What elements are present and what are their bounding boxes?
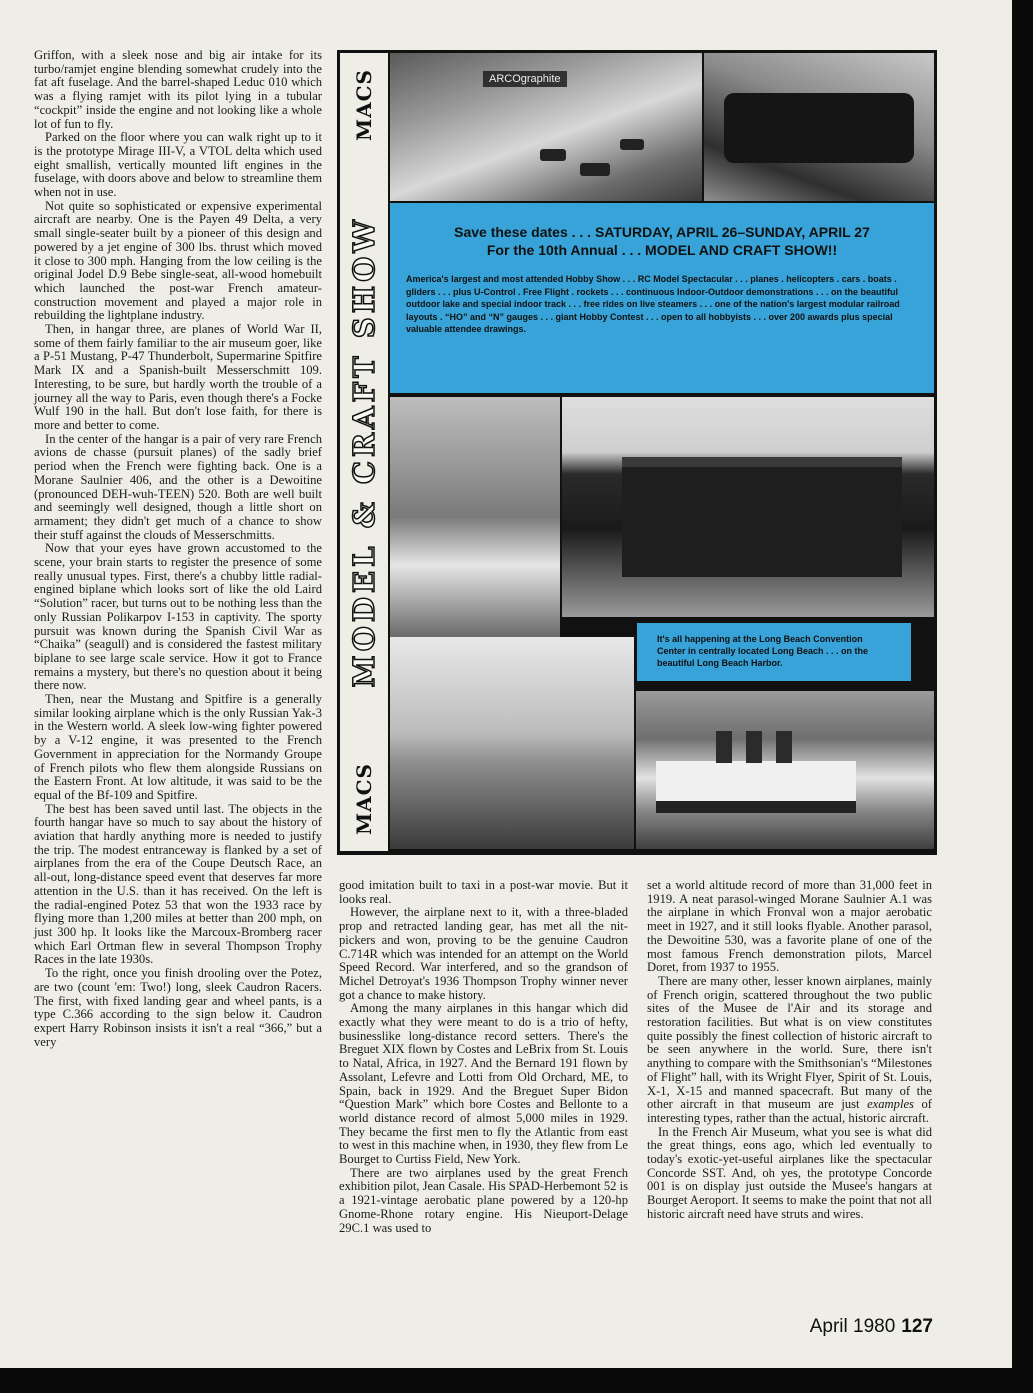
paragraph: good imitation built to taxi in a post-war movie. But it looks real. xyxy=(339,878,628,906)
paragraph: There are many other, lesser known airplanes, mainly of French origin, scattered throughout the two public sites of the Musee de l'Air and its storage and restoration facilities. But what is on view constitutes quite possibly the finest collection of historic aircraft to be seen anywhere in the world. Sure, there isn't anything to compare with the Smithsonian's “Milestones of Flight” hall, with its Wright Flyer, Spirit of St. Louis, X-1, X-15 and manned spacecraft. But many of the other aircraft in that museum are just examples of interesting types, rather than the actual, historic aircraft. xyxy=(647,973,932,1125)
show-info-box xyxy=(390,203,934,393)
paragraph: In the center of the hangar is a pair of very rare French avions de chasse (pursuit planes) of the sadly brief period when the French were fighting back. One is a Morane Saulnier 406, and the other is a Dewoitine (pronounced DEH-wuh-TEEN) 520. Both are well built and seemingly well designed, though a little short on armament; they didn't get much of a chance to show their stuff against the clouds of Messerschmitts. xyxy=(34,431,322,542)
race-car-icon xyxy=(540,149,566,161)
convention-center-photo xyxy=(562,397,934,617)
paragraph: However, the airplane next to it, with a three-bladed prop and retracted landing gear, has met all the nit-pickers and won, proving to be the genuine Caudron C.714R which was intended for an attempt on the World Speed Record. War interfered, and so the grandson of Michel Detroyat's 1936 Thompson Trophy winner never got a chance to make history. xyxy=(339,905,628,1002)
race-car-icon xyxy=(620,139,644,150)
paragraph: Griffon, with a sleek nose and big air intake for its turbo/ramjet engine blending somewhat crudely into the fat aft fuselage. And the barrel-shaped Leduc 010 which was a flying ramjet with its pilot lying in a tubular “cockpit” inside the engine and not looking like a whole lot of fun to fly. xyxy=(34,48,322,131)
paragraph: Among the many airplanes in this hangar which did exactly what they were meant to do is a trio of hefty, businesslike long-distance record setters. There's the Breguet XIX flown by Costes and LeBrix from St. Louis to Natal, Africa, in 1927. And the Bernard 191 flown by Assolant, Lefevre and Lotti from Old Orchard, ME, to Spain, back in 1929. And the Breguet Super Bidon “Question Mark” which bore Costes and Bellonte to a world distance record of almost 5,000 miles in 1929. They became the first men to fly the Atlantic from east to west in this machine when, in 1930, they flew from Le Bourget to Curtiss Field, New York. xyxy=(339,1001,628,1167)
vertical-banner xyxy=(340,53,388,851)
queen-mary-ship-photo xyxy=(636,691,934,849)
scan-edge-bottom xyxy=(0,1368,1033,1393)
paragraph: Not quite so sophisticated or expensive experimental aircraft are nearby. One is the Payen 49 Delta, a very small single-seater built by a pioneer of this design and powered by a jet engine of 300 lbs. thrust which moved it close to 300 mph. Hanging from the low ceiling is the original Jodel D.9 Bebe single-seat, all-wood homebuilt which launched the post-war French amateur-construction movement and played a major role in rebuilding the lightplane industry. xyxy=(34,198,322,323)
brand-top: MACS xyxy=(352,69,376,142)
brand-bottom: MACS xyxy=(352,762,376,835)
article-column-left xyxy=(34,49,322,1049)
palm-skyline-photo xyxy=(390,637,634,849)
page-footer xyxy=(810,1316,933,1338)
paragraph: Now that your eyes have grown accustomed to the scene, your brain starts to register the presence of some really unusual types. First, there's a chubby little radial-engined biplane which looks sort of like the old Laird “Solution” racer, but turns out to be nothing less than the only Russian Polikarpov I-153 in captivity. The sporty pursuit was known during the Spanish Civil War as “Chaika” (seagull) and is considered the fastest military biplane to see large scale service. How it got to France remains a mystery, but there's no question about it being there now. xyxy=(34,541,322,693)
scan-edge-right xyxy=(1012,0,1033,1393)
race-car-closeup-photo xyxy=(704,53,934,201)
race-car-icon xyxy=(580,163,610,176)
race-car-icon xyxy=(724,93,914,163)
paragraph: The best has been saved until last. The objects in the fourth hangar have so much to say about the history of aviation that hardly anything more is needed to justify the trip. The modest entranceway is flanked by a set of airplanes from the era of the Coupe Deutsch Race, an all-out, long-distance speed event that deserves far more attention in the U.S. than it has received. On the left is the radial-engined Potez 53 that won the 1933 race by flying more than 1,200 miles at better than 200 mph, on just 300 hp. It looks like the Marcoux-Bromberg racer which Earl Ortman flew in several Thompson Trophy Races in the late 1930s. xyxy=(34,801,322,967)
sponsor-banner: ARCOgraphite xyxy=(483,71,567,87)
macs-advertisement xyxy=(337,50,937,855)
paragraph: set a world altitude record of more than 31,000 feet in 1919. A neat parasol-winged Morane Saulnier A.1 was the airplane in which Fronval won a major aerobatic meet in 1927, and it still looks flyable. Another parasol, the Dewoitine 530, was a favorite plane of one of the most famous French demonstration pilots, Marcel Doret, from 1937 to 1955. xyxy=(647,878,932,975)
show-headline: Save these dates . . . SATURDAY, APRIL 26–SUNDAY, APRIL 27 For the 10th Annual . . . MODEL AND CRAFT SHOW!! xyxy=(454,224,870,258)
paragraph: Then, near the Mustang and Spitfire is a generally similar looking airplane which is the only Russian Yak-3 in the Western world. A sleek low-wing fighter powered by a V-12 engine, it was presented to the French Government in appreciation for the Normandy Groupe of French pilots who flew them alongside Russians on the Eastern Front. At low altitude, it was said to be the equal of the Bf-109 and Spitfire. xyxy=(34,692,322,802)
paragraph: Then, in hangar three, are planes of World War II, some of them fairly familiar to the air museum goer, like a P-51 Mustang, P-47 Thunderbolt, Supermarine Spitfire Mark IX and a Spanish-built Messerschmitt 109. Interesting, to be sure, but hardly worth the trouble of a journey all the way to Paris, even though there's a Focke Wulf 190 in the hall. But don't lose faith, for there is more and better to come. xyxy=(34,322,322,432)
ship-funnel-icon xyxy=(776,731,792,763)
building-icon xyxy=(622,457,902,577)
paragraph: To the right, once you finish drooling over the Potez, are two (count 'em: Two!) long, sleek Caudron Racers. The first, with fixed landing gear and wheel pants, is a type C.366 according to the sign below it. Caudron expert Harry Robinson insists it isn't a real “366,” but a very xyxy=(34,966,322,1049)
page-number: 127 xyxy=(901,1316,933,1337)
paragraph: In the French Air Museum, what you see is what did the great things, eons ago, which led eventually to today's exotic-yet-useful airplanes like the spectacular Concorde SST. And, oh yes, the prototype Concorde 001 is on display just outside the Musee's hangars at Bourget Aeroport. It seems to make the point that not all historic aircraft need have struts and wires. xyxy=(647,1124,932,1221)
race-street-photo xyxy=(390,53,702,201)
issue-date: April 1980 xyxy=(809,1316,896,1337)
show-description: America's largest and most attended Hobby Show . . . RC Model Spectacular . . . planes . helicopters . cars . boats . gliders . . . plus U-Control . Free Flight . rockets . . . continuous Indoor-Outdoor demonstrations . . . on the beautiful outdoor lake and special indoor track . . . free rides on live steamers . . . one of the nation's largest modular railroad layouts . “HO” and “N” gauges . . . giant Hobby Contest . . . open to all hobbyists . . . over 200 awards plus special valuable attendee drawings. xyxy=(406,274,900,334)
location-info-box: It's all happening at the Long Beach Convention Center in centrally located Long Beach . . . on the beautiful Long Beach Harbor. xyxy=(634,620,914,684)
paragraph: There are two airplanes used by the great French exhibition pilot, Jean Casale. His SPAD-Herbemont 52 is a 1921-vintage aerobatic plane powered by a 120-hp Gnome-Rhone rotary engine. His Nieuport-Delage 29C.1 was used to xyxy=(339,1165,628,1235)
article-column-middle xyxy=(339,879,628,1235)
article-column-right xyxy=(647,879,932,1222)
ship-icon xyxy=(656,761,856,813)
banner-title: MODEL & CRAFT SHOW xyxy=(347,216,381,688)
coastline-aerial-photo xyxy=(390,397,560,637)
paragraph: Parked on the floor where you can walk right up to it is the prototype Mirage III-V, a VTOL delta which used eight smallish, vertically mounted lift engines in the fuselage, with doors above and below to streamline them when not in use. xyxy=(34,130,322,200)
ship-funnel-icon xyxy=(746,731,762,763)
ship-funnel-icon xyxy=(716,731,732,763)
